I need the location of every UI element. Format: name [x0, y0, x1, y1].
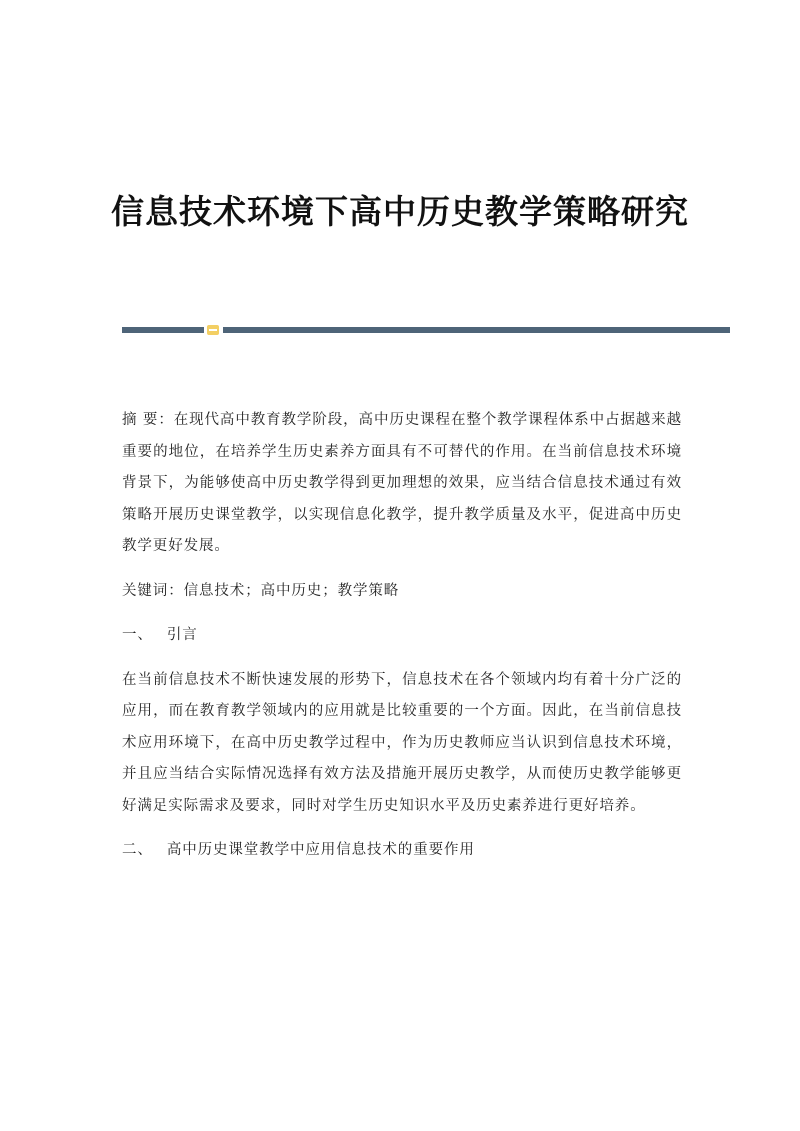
section-heading-2: [122, 835, 682, 867]
divider-bar-right: [223, 327, 730, 333]
abstract: [122, 405, 682, 563]
divider-emblem-icon: [207, 325, 219, 335]
abstract-label: 摘 要：: [122, 412, 174, 428]
abstract-text: 在现代高中教育教学阶段，高中历史课程在整个教学课程体系中占据越来越重要的地位，在培养学生历史素养方面具有不可替代的作用。在当前信息技术环境背景下，为能够使高中历史教学得到更加理想的效果，应当结合信息技术通过有效策略开展历史课堂教学，以实现信息化教学，提升教学质量及水平，促进高中历史教学更好发展。: [122, 412, 682, 554]
divider-bar-left: [122, 327, 204, 333]
document-body: [122, 405, 682, 880]
keywords: [122, 576, 682, 608]
section-heading-1: [122, 620, 682, 652]
section-title-2: 高中历史课堂教学中应用信息技术的重要作用: [166, 842, 475, 858]
keywords-label: 关键词：: [122, 582, 184, 599]
section-number-1: 一、: [122, 627, 153, 643]
keywords-text: 信息技术；高中历史；教学策略: [183, 582, 400, 599]
section-paragraph-1: 在当前信息技术不断快速发展的形势下，信息技术在各个领域内均有着十分广泛的应用，而在教育教学领域内的应用就是比较重要的一个方面。因此，在当前信息技术应用环境下，在高中历史教学过程中，作为历史教师应当认识到信息技术环境，并且应当结合实际情况选择有效方法及措施开展历史教学，从而使历史教学能够更好满足实际需求及要求，同时对学生历史知识水平及历史素养进行更好培养。: [122, 671, 682, 814]
section-number-2: 二、: [122, 842, 153, 858]
title-divider: [122, 325, 730, 334]
document-title: 信息技术环境下高中历史教学策略研究: [111, 192, 689, 231]
section-title-1: 引言: [166, 627, 198, 643]
